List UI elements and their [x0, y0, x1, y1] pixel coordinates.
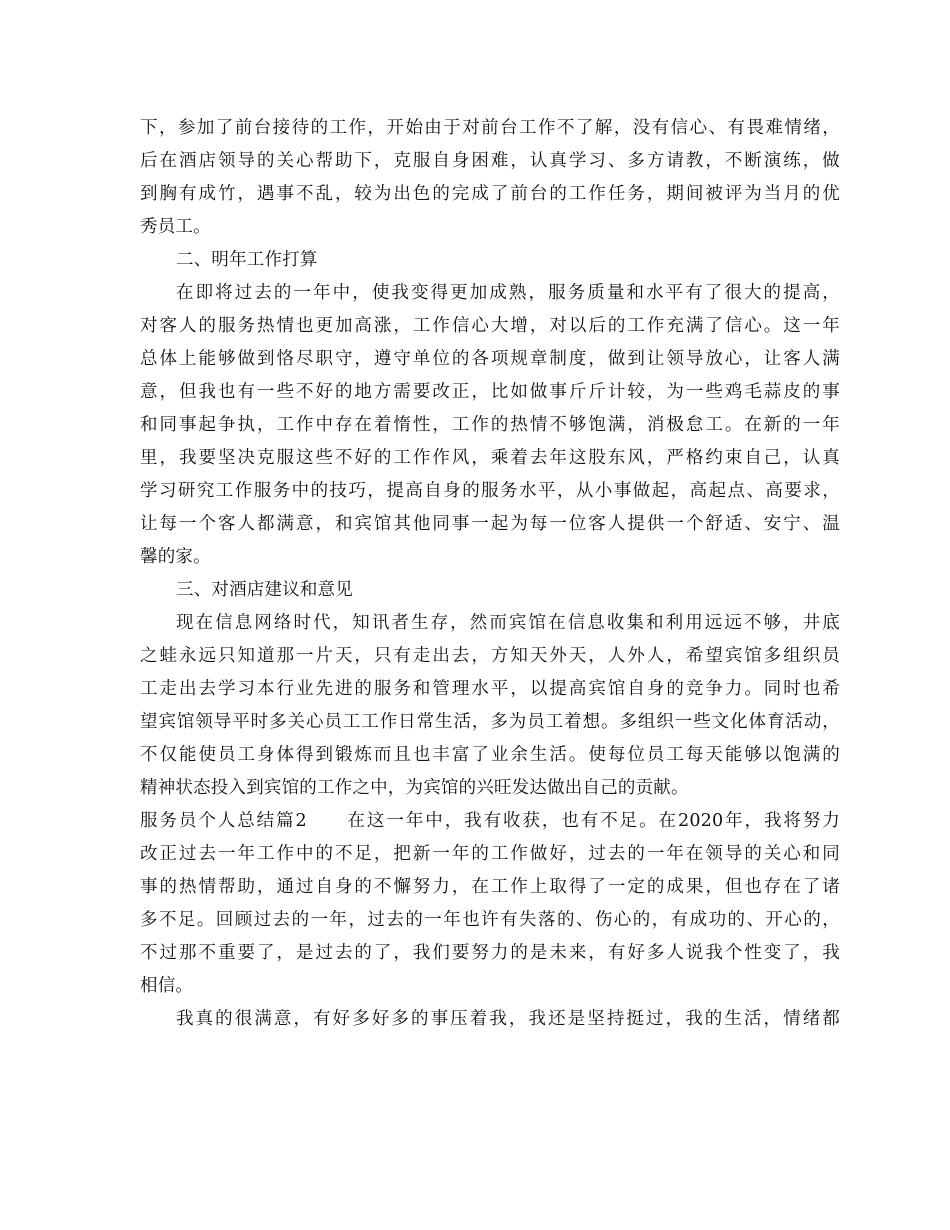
text-line: 之蛙永远只知道那一片天，只有走出去，方知天外天，人外人，希望宾馆多组织员: [140, 646, 840, 666]
text-line: 相信。: [140, 976, 194, 996]
text-line: 里，我要坚决克服这些不好的工作作风，乘着去年这股东风，严格约束自己，认真: [140, 448, 840, 468]
text-line: 秀员工。: [140, 217, 211, 237]
text-line: 我真的很满意，有好多好多的事压着我，我还是坚持挺过，我的生活，情绪都: [176, 1009, 840, 1029]
text-line: 在即将过去的一年中，使我变得更加成熟，服务质量和水平有了很大的提高，: [176, 283, 840, 303]
text-line: 现在信息网络时代，知讯者生存，然而宾馆在信息收集和利用远远不够，井底: [176, 613, 840, 633]
section-heading: 二、明年工作打算: [176, 250, 318, 270]
text-line: 让每一个客人都满意，和宾馆其他同事一起为每一位客人提供一个舒适、安宁、温: [140, 514, 840, 534]
text-line: 多不足。回顾过去的一年，过去的一年也许有失落的、伤心的，有成功的、开心的，: [140, 910, 840, 930]
text-line: 事的热情帮助，通过自身的不懈努力，在工作上取得了一定的成果，但也存在了诸: [140, 877, 840, 897]
section-heading: 三、对酒店建议和意见: [176, 580, 353, 600]
text-line: 下，参加了前台接待的工作，开始由于对前台工作不了解，没有信心、有畏难情绪，: [140, 118, 840, 138]
text-line: 不过那不重要了，是过去的了，我们要努力的是未来，有好多人说我个性变了，我: [140, 943, 840, 963]
text-line: 服务员个人总结篇2 在这一年中，我有收获，也有不足。在2020年，我将努力: [140, 811, 840, 831]
text-line: 到胸有成竹，遇事不乱，较为出色的完成了前台的工作任务，期间被评为当月的优: [140, 184, 840, 204]
text-line: 学习研究工作服务中的技巧，提高自身的服务水平，从小事做起，高起点、高要求，: [140, 481, 840, 501]
text-line: 意，但我也有一些不好的地方需要改正，比如做事斤斤计较，为一些鸡毛蒜皮的事: [140, 382, 840, 402]
text-line: 总体上能够做到恪尽职守，遵守单位的各项规章制度，做到让领导放心，让客人满: [140, 349, 840, 369]
text-line: 望宾馆领导平时多关心员工工作日常生活，多为员工着想。多组织一些文化体育活动，: [140, 712, 840, 732]
text-line: 改正过去一年工作中的不足，把新一年的工作做好，过去的一年在领导的关心和同: [140, 844, 840, 864]
text-line: 馨的家。: [140, 547, 211, 567]
text-line: 后在酒店领导的关心帮助下，克服自身困难，认真学习、多方请教，不断演练，做: [140, 151, 840, 171]
text-line: 不仅能使员工身体得到锻炼而且也丰富了业余生活。使每位员工每天能够以饱满的: [140, 745, 840, 765]
text-line: 精神状态投入到宾馆的工作之中，为宾馆的兴旺发达做出自己的贡献。: [140, 778, 689, 798]
text-line: 工走出去学习本行业先进的服务和管理水平，以提高宾馆自身的竞争力。同时也希: [140, 679, 840, 699]
text-line: 对客人的服务热情也更加高涨，工作信心大增，对以后的工作充满了信心。这一年: [140, 316, 840, 336]
text-line: 和同事起争执，工作中存在着惰性，工作的热情不够饱满，消极怠工。在新的一年: [140, 415, 840, 435]
